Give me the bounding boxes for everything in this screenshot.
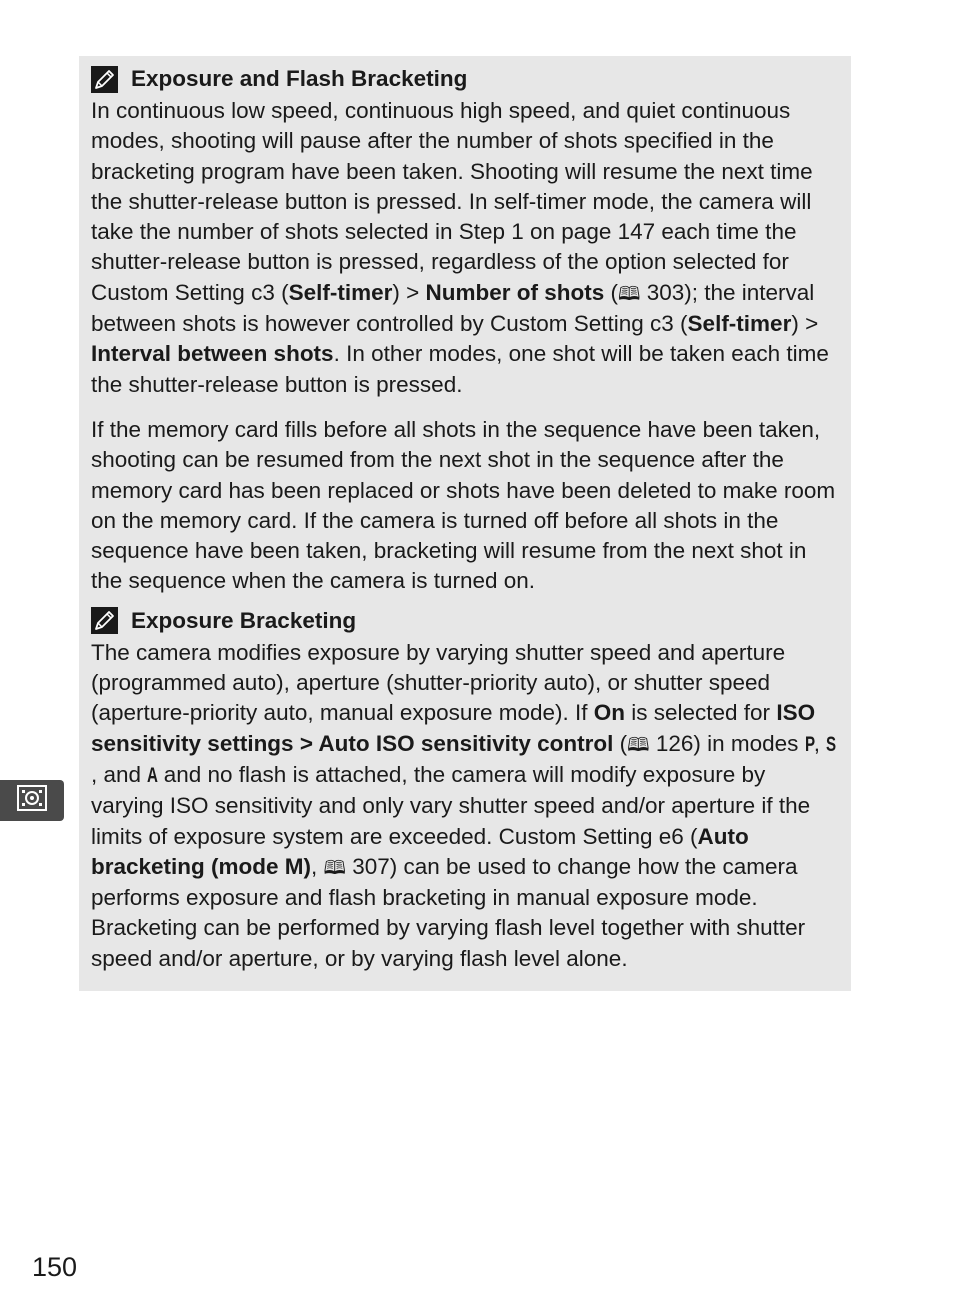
menu-ref-self-timer: Self-timer xyxy=(288,279,393,305)
menu-ref-number-of-shots: Number of shots xyxy=(425,279,605,305)
paragraph-continuous-modes: In continuous low speed, continuous high speed, and quiet continuous modes, shooting will pause after the number of shots specified in the bracketing program have been taken. Shooting will resume the next time the shutter-release button is pressed. In self-timer mode, the camera will take the number of shots selected in Step 1 on page 147 each time the shutter-release button is pressed, regardless of the option selected for Custom Setting c3 (Self-timer) > Number of shots (🕮 303); the interval between shots is however controlled by Custom Setting c3 (Self-timer) > Interval between shots. In other modes, one shot will be taken each time the shutter-release button is pressed. xyxy=(91,98,829,397)
page-ref-307: 307 xyxy=(352,853,390,879)
paragraph-exposure-bracketing: The camera modifies exposure by varying shutter speed and aperture (programmed auto), aperture (shutter-priority auto), or shutter speed (aperture-priority auto, manual exposure mode). If On is selected for ISO sensitivity settings > Auto ISO sensitivity control (🕮 126) in modes P, S, and A and no flash is attached, the camera will modify exposure by varying ISO sensitivity and only vary shutter speed and/or aperture if the limits of exposure system are exceeded. Custom Setting e6 (Auto bracketing (mode M), 🕮 307) can be used to change how the camera performs exposure and flash bracketing in manual exposure mode. Bracketing can be performed by varying flash level together with shutter speed and/or aperture, or by varying flash level alone. xyxy=(91,639,837,971)
menu-ref-auto-bracketing-mode-m: Auto bracketing (mode M) xyxy=(91,823,749,879)
page-number: 150 xyxy=(32,1252,78,1282)
menu-ref-auto-iso: ISO sensitivity settings > Auto ISO sensitivity control xyxy=(91,700,816,756)
section-heading-exposure-bracketing xyxy=(91,606,839,636)
mode-a-icon: A xyxy=(147,763,159,787)
mode-s-icon: S xyxy=(826,732,837,756)
section-title: Exposure and Flash Bracketing xyxy=(131,66,468,91)
section-title: Exposure Bracketing xyxy=(131,607,357,633)
chapter-tab xyxy=(0,780,64,821)
section-heading-exposure-flash-bracketing xyxy=(91,64,839,94)
paragraph-memory-card: If the memory card fills before all shots in the sequence have been taken, shooting can be resumed from the next shot in the sequence after the memory card has been replaced or shots have been deleted to make room on the memory card. If the camera is turned off before all shots in the sequence have been taken, bracketing will resume from the next shot in the sequence when the camera is turned on. xyxy=(91,416,836,594)
exposure-mode-icon xyxy=(17,785,47,816)
menu-ref-self-timer-2: Self-timer xyxy=(687,311,792,337)
page-ref-303: 303 xyxy=(646,279,685,305)
book-icon: 🕮 xyxy=(323,856,346,879)
book-icon: 🕮 xyxy=(618,282,641,305)
page-ref-126: 126 xyxy=(655,730,694,756)
mode-p-icon: P xyxy=(804,732,815,756)
note-box xyxy=(79,56,851,991)
pencil-note-icon xyxy=(91,66,118,93)
book-icon: 🕮 xyxy=(627,733,650,756)
menu-ref-interval-between-shots: Interval between shots xyxy=(91,341,334,367)
option-on: On xyxy=(593,700,625,726)
pencil-note-icon xyxy=(91,607,118,634)
